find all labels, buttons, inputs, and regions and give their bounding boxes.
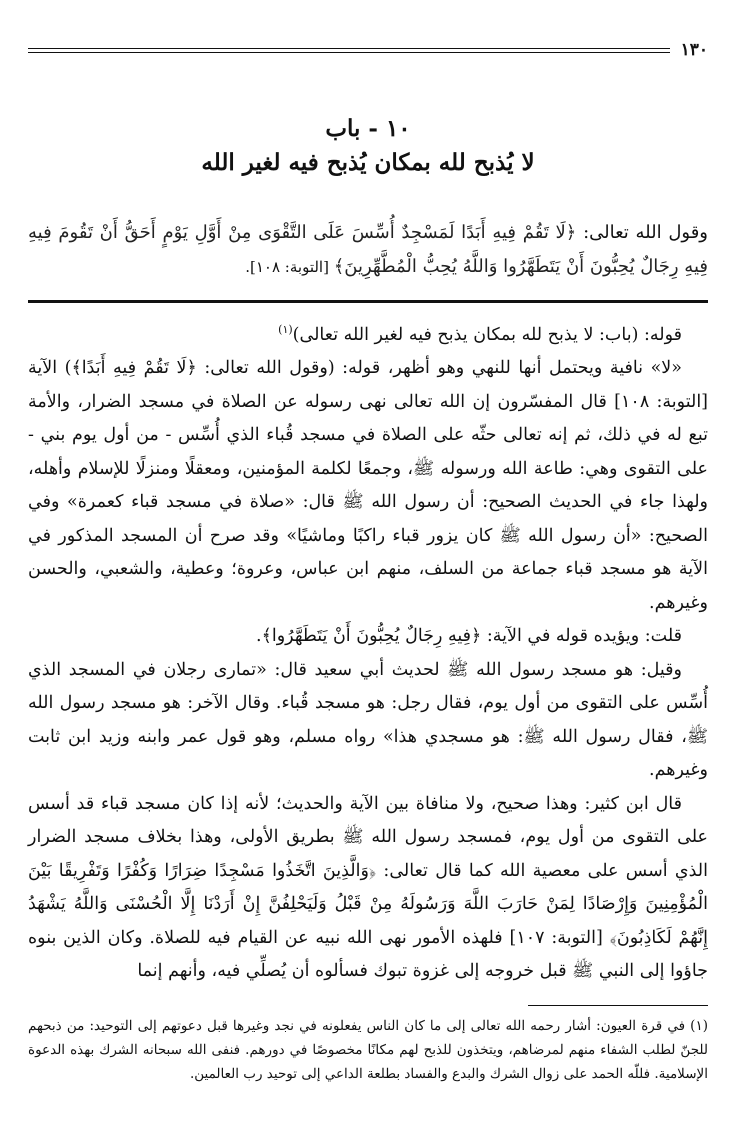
commentary: [28, 313, 708, 989]
page-header: [28, 30, 708, 66]
chapter-subtitle: لا يُذبح لله بمكان يُذبح فيه لغير الله: [201, 149, 535, 176]
commentary-heading: قوله: (باب: لا يذبح لله بمكان يذبح فيه لغير الله تعالى): [292, 324, 682, 345]
book-page: [28, 30, 708, 1120]
commentary-paragraph: «لا» نافية ويحتمل أنها للنهي وهو أظهر، قوله: (وقول الله تعالى: ﴿لَا تَقُمْ فِيهِ أَبَدًا﴾) الآية [التوبة: ١٠٨] قال المفسّرون إن الله تعالى نهى رسوله عن الصلاة في مسجد الضرار، والأمة تبع له في ذلك، ثم إنه تعالى حثّه على الصلاة في مسجد قُباء الذي أُسِّس - من أول يوم بني - على التقوى وهي: طاعة الله ورسوله ﷺ، وجمعًا لكلمة المؤمنين، ومعقلًا ومنزلًا للإسلام وأهله، ولهذا جاء في الحديث الصحيح: أن رسول الله ﷺ قال: «صلاة في مسجد قباء كعمرة» وفي الصحيح: «أن رسول الله ﷺ كان يزور قباء راكبًا وماشيًا» وقد صرح أن المسجد المذكور في الآية هو مسجد قباء جماعة من السلف، منهم ابن عباس، وعروة؛ وعطية، والشعبي، والحسن وغيرهم.: [28, 358, 709, 613]
page-number: ١٣٠: [680, 40, 708, 60]
footnote: [28, 1014, 708, 1086]
commentary-paragraph: وقيل: هو مسجد رسول الله ﷺ لحديث أبي سعيد قال: «تمارى رجلان في المسجد الذي أُسِّس على التقوى من أول يوم، فقال رجل: هو مسجد قُباء. وقال الآخر: هو مسجد رسول الله ﷺ، فقال رسول الله ﷺ: هو مسجدي هذا» رواه مسلم، وهو قول عمر وابنه وزيد ابن ثابت وغيرهم.: [28, 659, 708, 781]
commentary-paragraph: قال ابن كثير: وهذا صحيح، ولا منافاة بين الآية والحديث؛ لأنه إذا كان مسجد قباء قد أسس على التقوى من أول يوم، فمسجد رسول الله ﷺ بطريق الأولى، وهذا بخلاف مسجد الضرار الذي أسس على معصية الله كما قال تعالى: ﴿وَالَّذِينَ اتَّخَذُوا مَسْجِدًا ضِرَارًا وَكُفْرًا وَتَفْرِيقًا بَيْنَ الْمُؤْمِنِينَ وَإِرْصَادًا لِمَنْ حَارَبَ اللَّهَ وَرَسُولَهُ مِنْ قَبْلُ وَلَيَحْلِفُنَّ إِنْ أَرَدْنَا إِلَّا الْحُسْنَى وَاللَّهُ يَشْهَدُ إِنَّهُمْ لَكَاذِبُونَ﴾ [التوبة: ١٠٧] فلهذه الأمور نهى الله نبيه عن القيام فيه للصلاة. وكان الذين بنوه جاؤوا إلى النبي ﷺ قبل خروجه إلى غزوة تبوك فسألوه أن يُصلِّي فيه، وأنهم إنما: [28, 793, 708, 982]
matn-verse: ﴿لَا تَقُمْ فِيهِ أَبَدًا لَمَسْجِدٌ أُسِّسَ عَلَى التَّقْوَى مِنْ أَوَّلِ يَوْمٍ أَحَقُّ أَنْ تَقُومَ فِيهِ فِيهِ رِجَالٌ يُحِبُّونَ أَنْ يَتَطَهَّرُوا وَاللَّهُ يُحِبُّ الْمُطَّهِّرِينَ﴾: [28, 222, 708, 277]
footnote-divider: [528, 1005, 708, 1006]
matn-reference: [التوبة: ١٠٨].: [245, 258, 334, 276]
header-rule: [28, 48, 670, 53]
commentary-paragraph: [28, 313, 708, 352]
chapter-title: ١٠ - باب: [325, 115, 411, 142]
section-divider: [28, 300, 708, 303]
commentary-paragraph: قلت: ويؤيده قوله في الآية: ﴿فِيهِ رِجَالٌ يُحِبُّونَ أَنْ يَتَطَهَّرُوا﴾.: [256, 626, 682, 647]
matn-text: [28, 216, 708, 294]
footnote-text: (١) في قرة العيون: أشار رحمه الله تعالى إلى ما كان الناس يفعلونه في نجد وغيرها قبل دعوتهم إلى التوحيد: من ذبحهم للجنّ لطلب الشفاء منهم لمرضاهم، ويتخذون للذبح لهم مكانًا مخصوصًا في دورهم. فنفى الله سبحانه الشرك بهذه الدعوة الإسلامية. فللّه الحمد على زوال الشرك والبدع والفساد بطلعة الداعي إلى توحيد رب العالمين.: [28, 1017, 708, 1082]
footnote-marker: (١): [278, 323, 293, 336]
matn-intro: وقول الله تعالى:: [576, 222, 708, 243]
